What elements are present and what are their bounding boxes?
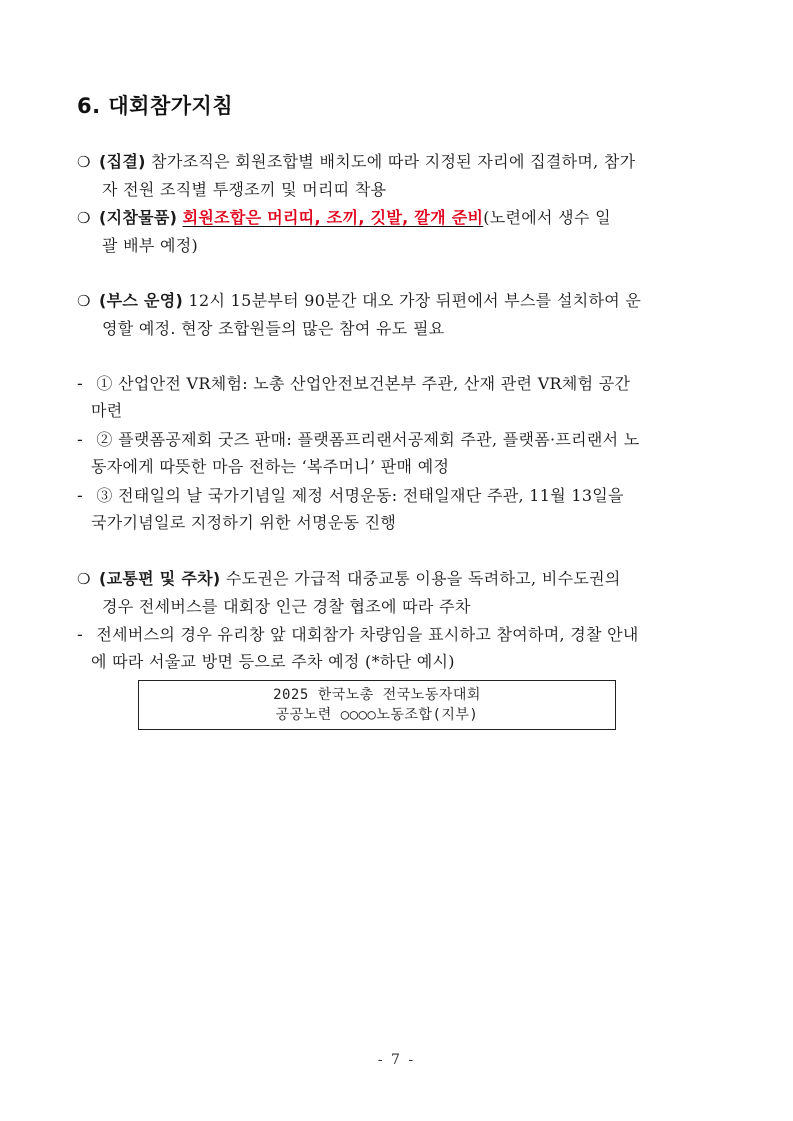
section-title: 6. 대회참가지침 [77,94,234,118]
booth-item-2 [77,426,697,480]
transport-text-1: 수도권은 가급적 대중교통 이용을 독려하고, 비수도권의 [220,569,621,588]
booth-item-2-text-2: 동자에게 따뜻한 마음 전하는 ‘복주머니’ 판매 예정 [91,457,450,476]
booth-text-2: 영할 예정. 현장 조합원들의 많은 참여 유도 필요 [102,319,445,338]
gathering-text-2: 자 전원 조직별 투쟁조끼 및 머리띠 착용 [102,180,387,199]
supplies-text-1: (노련에서 생수 일 [483,208,611,227]
transport-text-2: 경우 전세버스를 대회장 인근 경찰 협조에 따라 주차 [102,597,471,616]
booth-item-1 [77,370,697,424]
gathering-key: (집결) [99,152,146,171]
dash-marker: - [77,374,84,393]
circle-bullet-icon: ❍ [77,570,91,588]
booth-item-3-text-1: ③ 전태일의 날 국가기념일 제정 서명운동: 전태일재단 주관, 11월 13일을 [96,486,624,505]
supplies-text-2: 괄 배부 예정) [102,236,199,255]
gathering-text-1: 참가조직은 회원조합별 배치도에 따라 지정된 자리에 집결하며, 참가 [145,152,636,171]
supplies-key: (지참물품) [99,208,178,227]
dash-marker: - [77,625,84,644]
transport-item [77,621,697,675]
transport-key: (교통편 및 주차) [99,569,221,588]
gathering-paragraph [77,148,697,203]
sample-sign-line-1: 2025 한국노총 전국노동자대회 [273,687,481,703]
transport-item-text-2: 에 따라 서울교 방면 등으로 주차 예정 (*하단 예시) [91,652,455,671]
booth-text-1: 12시 15분부터 90분간 대오 가장 뒤편에서 부스를 설치하여 운 [183,291,642,310]
dash-marker: - [77,430,84,449]
booth-item-3-text-2: 국가기념일로 지정하기 위한 서명운동 진행 [91,513,397,532]
booth-key: (부스 운영) [99,291,184,310]
supplies-paragraph [77,204,697,259]
supplies-highlight: 회원조합은 머리띠, 조끼, 깃발, 깔개 준비 [182,208,484,227]
page-number: - 7 - [377,1052,416,1068]
sample-sign-line-2: 공공노련 ○○○○노동조합(지부) [275,707,479,723]
circle-bullet-icon: ❍ [77,153,91,171]
transport-paragraph [77,565,697,620]
booth-paragraph [77,287,697,342]
dash-marker: - [77,486,84,505]
circle-bullet-icon: ❍ [77,209,91,227]
booth-item-1-text-1: ① 산업안전 VR체험: 노총 산업안전보건본부 주관, 산재 관련 VR체험 공간 [96,374,631,393]
transport-item-text-1: 전세버스의 경우 유리창 앞 대회참가 차량임을 표시하고 참여하며, 경찰 안내 [96,625,639,644]
booth-item-1-text-2: 마련 [91,401,123,420]
sample-bus-sign [138,680,616,730]
circle-bullet-icon: ❍ [77,292,91,310]
booth-item-3 [77,482,697,536]
booth-item-2-text-1: ② 플랫폼공제회 굿즈 판매: 플랫폼프리랜서공제회 주관, 플랫폼·프리랜서 노 [96,430,640,449]
